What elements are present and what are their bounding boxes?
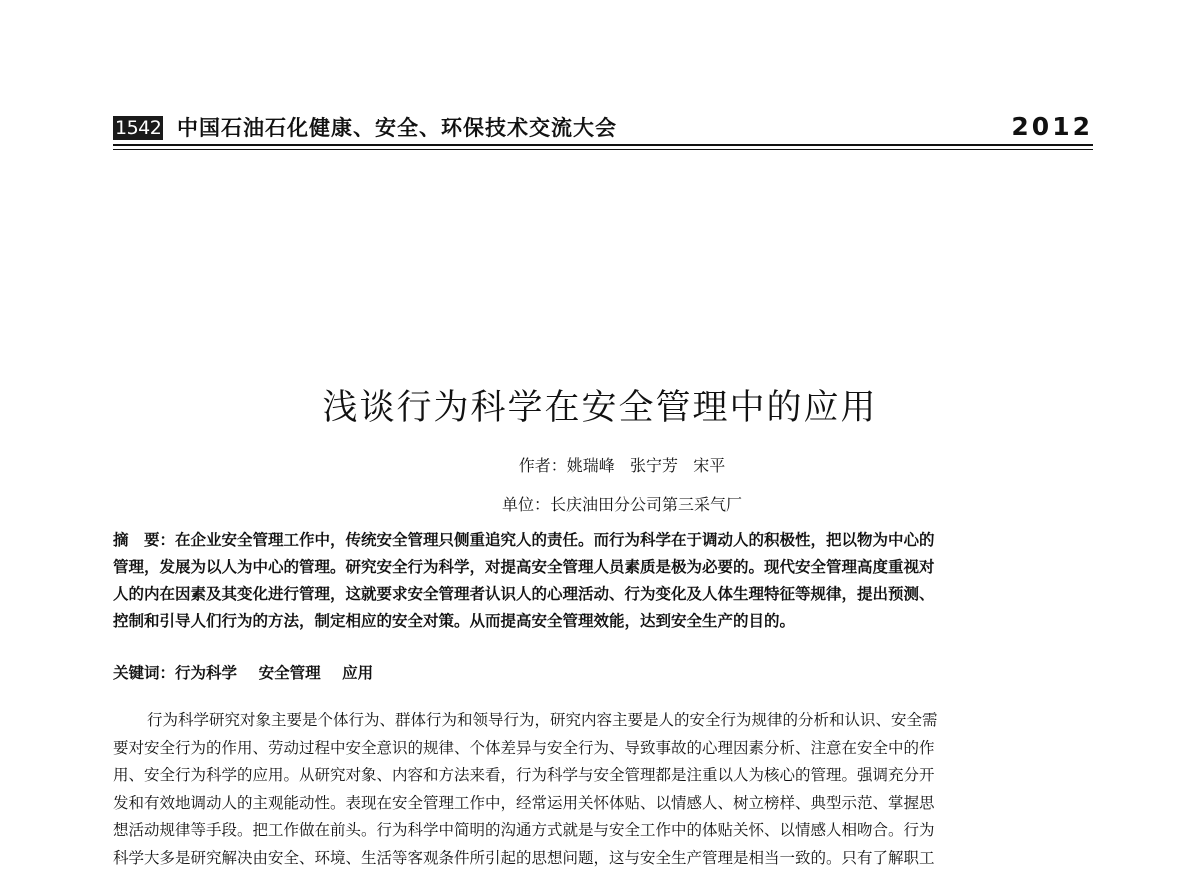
abstract [113, 527, 1093, 635]
body-line: 想活动规律等手段。把工作做在前头。行为科学中简明的沟通方式就是与安全工作中的体贴关怀、以情感人相吻合。行为 [113, 821, 935, 839]
body-line: 科学大多是研究解决由安全、环境、生活等客观条件所引起的思想问题，这与安全生产管理是相当一致的。只有了解职工 [113, 848, 935, 867]
article-title: 浅谈行为科学在安全管理中的应用 [322, 388, 878, 428]
keywords: 关键词：行为科学 安全管理 应用 [113, 664, 374, 682]
header-rule-thick [113, 144, 1093, 146]
conference-title: 中国石油石化健康、安全、环保技术交流大会 [177, 116, 617, 140]
abstract-line: 控制和引导人们行为的方法，制定相应的安全对策。从而提高安全管理效能，达到安全生产的目的。 [113, 612, 796, 630]
header-rule-thin [113, 149, 1093, 150]
body-line: 要对安全行为的作用、劳动过程中安全意识的规律、个体差异与安全行为、导致事故的心理因素分析、注意在安全中的作 [113, 738, 935, 757]
article-authors: 作者：姚瑞峰 张宁芳 宋平 [518, 456, 726, 475]
body-line: 用、安全行为科学的应用。从研究对象、内容和方法来看，行为科学与安全管理都是注重以人为核心的管理。强调充分开 [113, 766, 935, 784]
running-header [113, 112, 1093, 148]
page-number: 1542 [115, 117, 162, 139]
abstract-line: 管理，发展为以人为中心的管理。研究安全行为科学，对提高安全管理人员素质是极为必要的。现代安全管理高度重视对 [113, 558, 935, 576]
article-affiliation: 单位：长庆油田分公司第三采气厂 [501, 495, 742, 514]
body-paragraph [113, 707, 1093, 872]
header-year: 2012 [1011, 112, 1093, 141]
abstract-line: 人的内在因素及其变化进行管理，这就要求安全管理者认识人的心理活动、行为变化及人体生理特征等规律，提出预测、 [113, 585, 935, 603]
body-line: 行为科学研究对象主要是个体行为、群体行为和领导行为，研究内容主要是人的安全行为规律的分析和认识、安全需 [147, 711, 938, 729]
body-line: 发和有效地调动人的主观能动性。表现在安全管理工作中，经常运用关怀体贴、以情感人、树立榜样、典型示范、掌握思 [113, 793, 935, 812]
abstract-line: 摘 要：在企业安全管理工作中，传统安全管理只侧重追究人的责任。而行为科学在于调动人的积极性，把以物为中心的 [113, 531, 935, 549]
